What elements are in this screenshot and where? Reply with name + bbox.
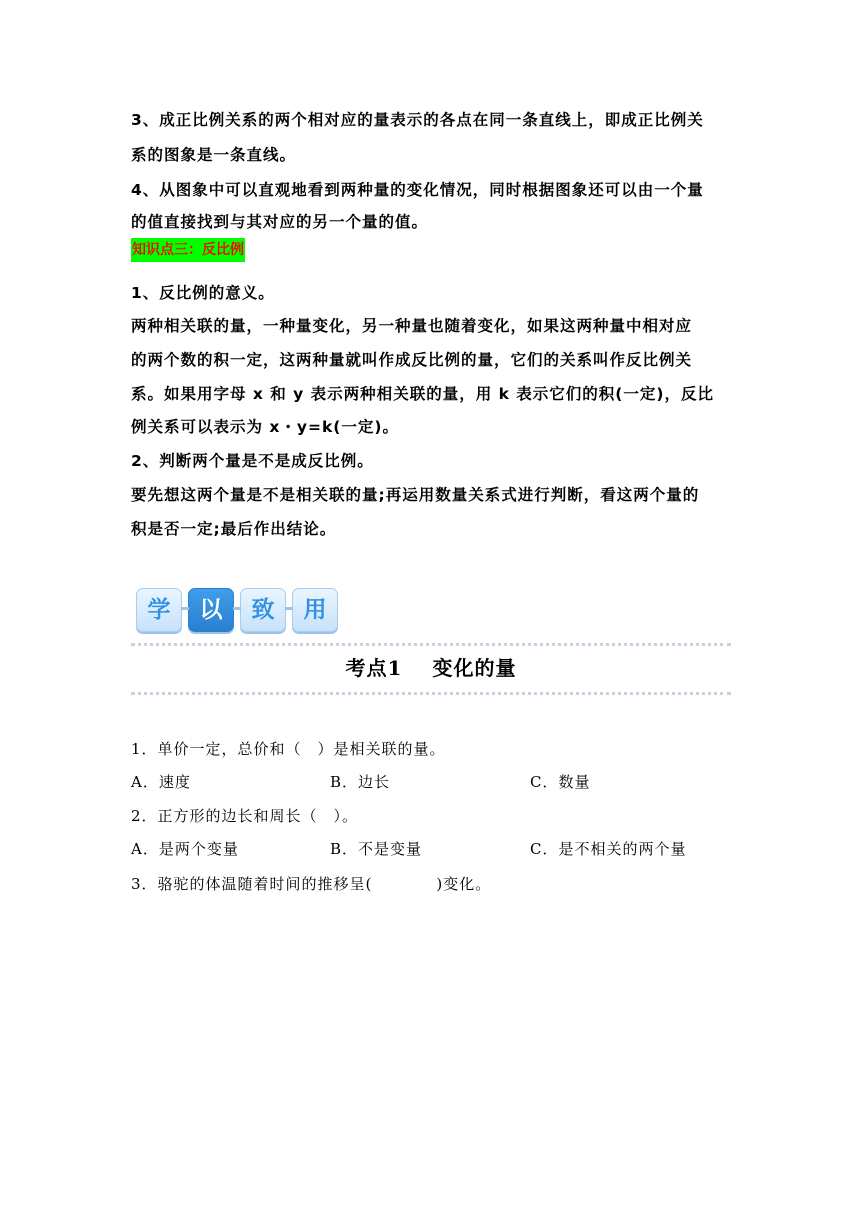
banner-char-3: 致 xyxy=(240,588,286,632)
point-3-line-1: 3、成正比例关系的两个相对应的量表示的各点在同一条直线上，即成正比例关 xyxy=(131,111,704,129)
divider-bottom xyxy=(131,692,731,695)
point-4-line-2: 的值直接找到与其对应的另一个量的值。 xyxy=(131,213,429,231)
divider-top xyxy=(131,643,731,646)
question-2-option-c: C．是不相关的两个量 xyxy=(530,840,687,858)
question-2-option-a: A．是两个变量 xyxy=(131,840,239,858)
inverse-item-1-line-1: 两种相关联的量，一种量变化，另一种量也随着变化，如果这两种量中相对应 xyxy=(131,317,693,335)
question-2-option-b: B．不是变量 xyxy=(330,840,423,858)
inverse-item-1-line-4: 例关系可以表示为 x・y=k(一定)。 xyxy=(131,418,399,436)
question-3-stem: 3．骆驼的体温随着时间的推移呈( )变化。 xyxy=(131,875,492,893)
question-2-stem: 2．正方形的边长和周长（ ）。 xyxy=(131,807,359,825)
banner-connector xyxy=(181,607,189,610)
question-1-option-b: B．边长 xyxy=(330,773,391,791)
banner-connector xyxy=(233,607,241,610)
banner-char-4: 用 xyxy=(292,588,338,632)
xue-yi-zhi-yong-banner xyxy=(133,585,343,635)
inverse-item-1-line-2: 的两个数的积一定，这两种量就叫作成反比例的量，它们的关系叫作反比例关 xyxy=(131,351,693,369)
inverse-item-2-line-1: 要先想这两个量是不是相关联的量;再运用数量关系式进行判断，看这两个量的 xyxy=(131,486,700,504)
question-1-option-a: A．速度 xyxy=(131,773,191,791)
kaodian-title: 变化的量 xyxy=(432,656,517,680)
inverse-item-2-line-2: 积是否一定;最后作出结论。 xyxy=(131,520,337,538)
section-heading: 知识点三：反比例 xyxy=(131,238,245,262)
point-3-line-2: 系的图象是一条直线。 xyxy=(131,146,297,164)
kaodian-heading xyxy=(131,652,731,681)
inverse-item-1-title: 1、反比例的意义。 xyxy=(131,284,275,302)
banner-char-2: 以 xyxy=(188,588,234,632)
point-4-line-1: 4、从图象中可以直观地看到两种量的变化情况，同时根据图象还可以由一个量 xyxy=(131,181,704,199)
question-1-stem: 1．单价一定，总价和（ ）是相关联的量。 xyxy=(131,740,446,758)
banner-connector xyxy=(285,607,293,610)
banner-char-1: 学 xyxy=(136,588,182,632)
inverse-item-1-line-3: 系。如果用字母 x 和 y 表示两种相关联的量，用 k 表示它们的积(一定)，反比 xyxy=(131,385,714,403)
inverse-item-2-title: 2、判断两个量是不是成反比例。 xyxy=(131,452,374,470)
kaodian-label: 考点1 xyxy=(345,656,403,680)
question-1-option-c: C．数量 xyxy=(530,773,591,791)
